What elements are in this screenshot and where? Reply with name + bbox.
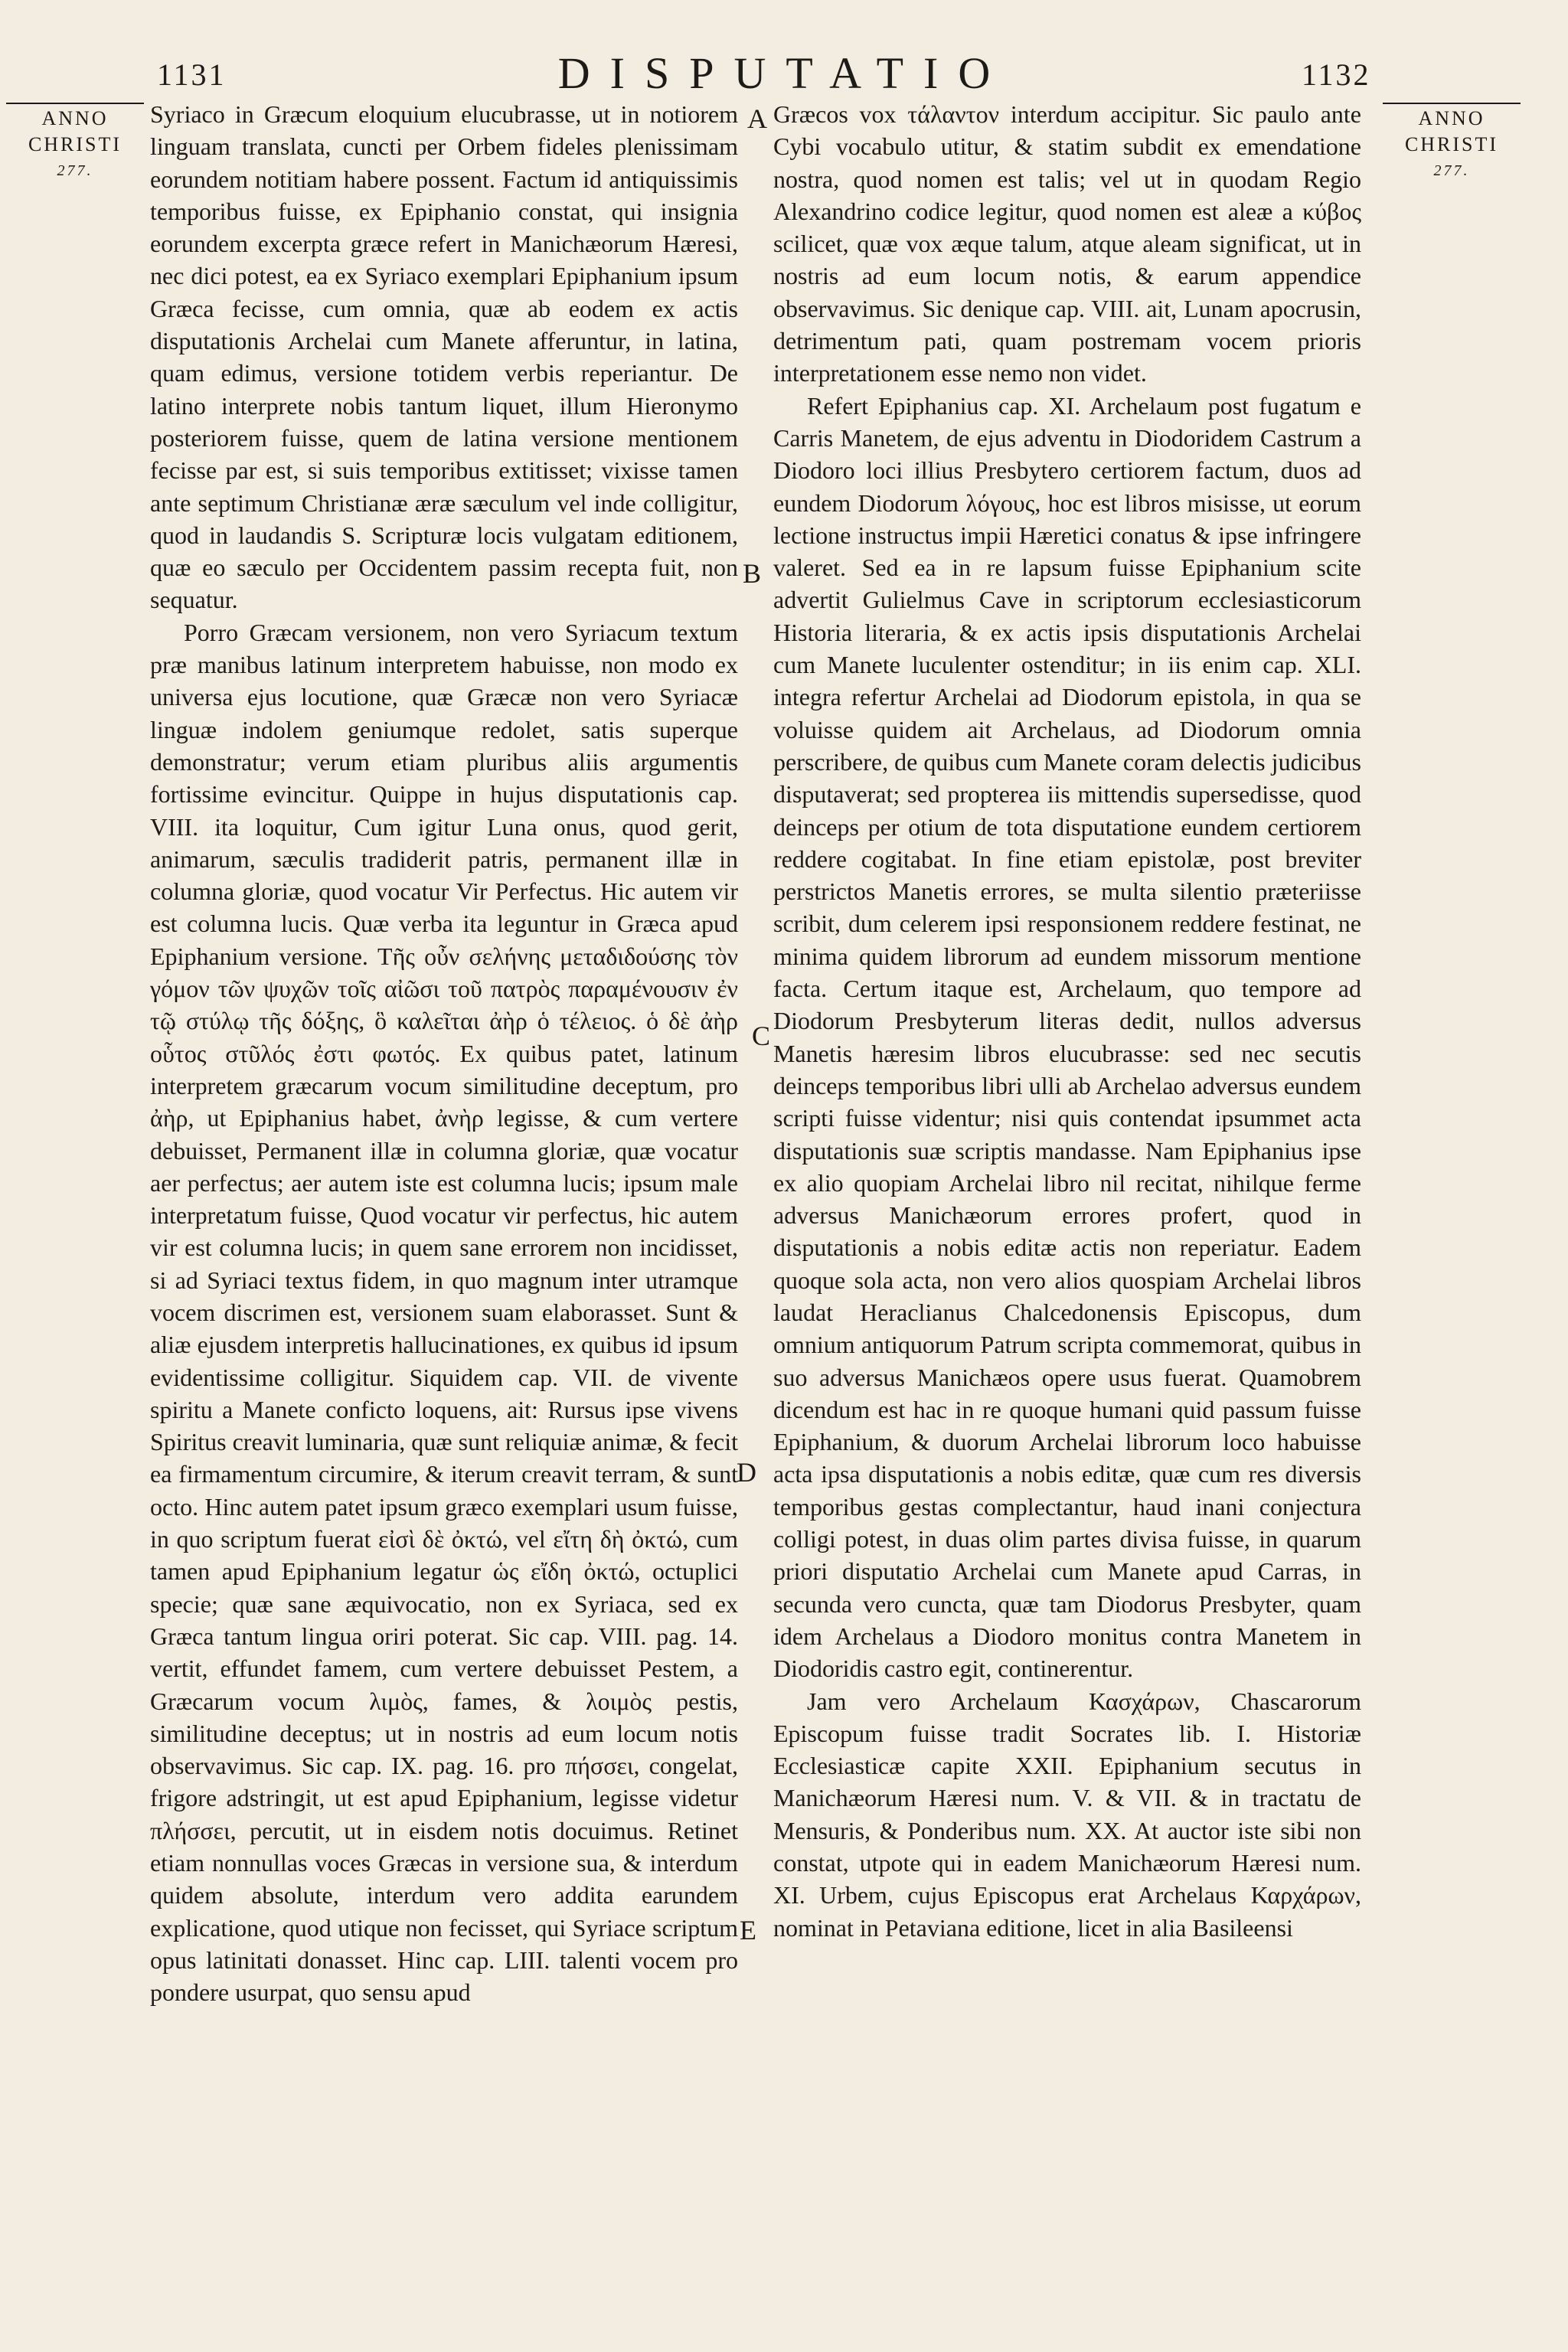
margin-note-christi: CHRISTI [28,133,122,155]
margin-note-christi: CHRISTI [1404,133,1499,155]
paragraph: Refert Epiphanius cap. XI. Archelaum post fugatum e Carris Manetem, de ejus adventu in Diodoridem Castrum a Diodoro loci illius Presbytero certiorem factum, duos ad eundem Diodorum λόγους, hoc est libros misisse, ut eorum lectione instructus impii Hæretici conatus & ipse infringere valeret. Sed ea in re lapsum fuisse Epiphanium scite advertit Gulielmus Cave in scriptorum ecclesiasticorum Historia literaria, & ex actis ipsis disputationis Archelai cum Manete luculenter ostenditur; in iis enim cap. XLI. integra refertur Archelai ad Diodorum epistola, in qua se voluisse quidem ait Archelaus, ad Diodorum omnia perscribere, de quibus cum Manete coram delectis judicibus disputaverat; sed propterea iis mittendis supersedisse, quod deinceps per otium de tota disputatione eundem certiorem reddere cogitabat. In fine etiam epistolæ, post breviter perstrictos Manetis errores, se multa silentio præteriisse scribit, dum celerem ipsi responsionem reddere festinat, ne minima quidem librorum ad eundem missorum mentione facta. Certum itaque est, Archelaum, quo tempore ad Diodorum Presbyterum literas dedit, nullos adversus Manetis hæresim libros elucubrasse: sed nec secutis deinceps temporibus libri ulli ab Archelao adversus eundem scripti fuisse videntur; nisi quis contendat ipsummet acta disputationis suæ scriptis mandasse. Nam Epiphanius ipse ex alio quopiam Archelai libro nil recitat, nihilque ferme adversus Manichæorum errores profert, quod in disputationis a nobis editæ actis non reperiatur. Eadem quoque sola acta, non vero alios quospiam Archelai libros laudat Heraclianus Chalcedonensis Episcopus, dum omnium antiquorum Patrum scripta commemorat, quibus in suo adversus Manichæos opere usus fuerat. Quamobrem dicendum est hac in re quoque humani quid passum fuisse Epiphanium, & duorum Archelai librorum loco habuisse acta ipsa disputationis a nobis editæ, quæ cum res diversis temporibus gestas complectantur, haud inani conjectura colligi potest, in duas olim partes divisa fuisse, in quarum priori disputatio Archelai cum Manete apud Carras, in secunda vero cuncta, quæ tam Diodorus Presbyter, quam idem Archelaus a Diodoro monitus contra Manetem in Diodoridis castro egit, continerentur. [773,391,1361,1683]
margin-note-year-left [6,103,144,184]
paragraph: Syriaco in Græcum eloquium elucubrasse, ut in notiorem linguam translata, cuncti per Orbem fideles plenissimam eorundem notitiam habere possent. Factum id antiquissimis temporibus fuisse, ex Epiphanio constat, qui insignia eorundem excerpta græce refert in Manichæorum Hæresi, nec dici potest, ea ex Syriaco exemplari Epiphanium ipsum Græca fecisse, cum omnia, quæ ab eodem ex actis disputationis Archelai cum Manete afferuntur, in latina, quam edimus, versione totidem verbis reperiantur. De latino interprete nobis tantum liquet, illum Hieronymo posteriorem fuisse, quem de latina versione mentionem fecisse par est, si suis temporibus extitisset; vixisse tamen ante septimum Christianæ æræ sæculum vel inde colligitur, quod in laudandis S. Scripturæ locis vulgatam editionem, quæ eo sæculo per Occidentem passim recepta fuit, non sequatur. [150,100,738,614]
section-marker-d: D [737,1457,756,1488]
left-column [150,98,738,2334]
paragraph: Græcos vox τάλαντον interdum accipitur. Sic paulo ante Cybi vocabulo utitur, & statim subdit ex emendatione nostra, quod nomen est talis; vel ut in quodam Regio Alexandrino codice legitur, quod nomen est aleæ a κύβος scilicet, quæ vox æque talum, atque aleam significat, ut in nostris ad eum locum notis, & earum appendice observavimus. Sic denique cap. VIII. ait, Lunam apocrusin, detrimentum pati, quam postremam vocem prioris interpretationem esse nemo non videt. [773,100,1361,387]
margin-note-year-right [1383,103,1521,184]
paragraph: Jam vero Archelaum Κασχάρων, Chascarorum Episcopum fuisse tradit Socrates lib. I. Historiæ Ecclesiasticæ capite XXII. Epiphanium secutus in Manichæorum Hæresi num. V. & VII. & in tractatu de Mensuris, & Ponderibus num. XX. At auctor iste sibi non constat, utpote qui in eadem Manichæorum Hæresi num. XI. Urbem, cujus Episcopus erat Archelaus Καρχάρων, nominat in Petaviana editione, licet in alia Basileensi [773,1687,1361,1942]
running-header [0,47,1568,101]
running-title: DISPUTATIO [557,48,1011,98]
paragraph: Porro Græcam versionem, non vero Syriacum textum præ manibus latinum interpretem habuisse, non modo ex universa ejus locutione, quæ Græcæ non vero Syriacæ linguæ indolem geniumque redolet, satis superque demonstratur; verum etiam pluribus aliis argumentis fortissime evincitur. Quippe in hujus disputationis cap. VIII. ita loquitur, Cum igitur Luna onus, quod gerit, animarum, sæculis tradiderit patris, permanent illæ in columna gloriæ, quod vocatur Vir Perfectus. Hic autem vir est columna lucis. Quæ verba ita leguntur in Græca apud Epiphanium versione. Τῆς οὖν σελήνης μεταδιδούσης τὸν γόμον τῶν ψυχῶν τοῖς αἰῶσι τοῦ πατρὸς παραμένουσιν ἐν τῷ στύλῳ τῆς δόξης, ὃ καλεῖται ἀὴρ ὁ τέλειος. ὁ δὲ ἀὴρ οὗτος στῦλός ἐστι φωτός. Ex quibus patet, latinum interpretem græcarum vocum similitudine deceptum, pro ἀὴρ, ut Epiphanius habet, ἀνὴρ legisse, & cum vertere debuisset, Permanent illæ in columna gloriæ, quæ vocatur aer perfectus; aer autem iste est columna lucis; ipsum male interpretatum fuisse, Quod vocatur vir perfectus, hic autem vir est columna lucis; in quem sane errorem non incidisset, si ad Syriaci textus fidem, in quo magnum inter utramque vocem discrimen est, versionem suam elaborasset. Sunt & aliæ ejusdem interpretis hallucinationes, ex quibus id ipsum evidentissime colligitur. Siquidem cap. VII. de vivente spiritu a Manete conficto loquens, ait: Rursus ipse vivens Spiritus creavit luminaria, quæ sunt reliquiæ animæ, & fecit ea firmamentum circumire, & iterum creavit terram, & sunt octo. Hinc autem patet ipsum græco exemplari usum fuisse, in quo scriptum fuerat εἰσὶ δὲ ὀκτώ, vel εἴτη δὴ ὀκτώ, cum tamen apud Epiphanium legatur ὡς εἴδη ὀκτώ, octuplici specie; quæ sane æquivocatio, non ex Syriaca, sed ex Græca tantum lingua oriri poterat. Sic cap. VIII. pag. 14. vertit, effundet famem, cum vertere debuisset Pestem, a Græcarum vocum λιμὸς, fames, & λοιμὸς pestis, similitudine deceptus; ut in nostris ad eum locum notis observavimus. Sic cap. IX. pag. 16. pro πήσσει, congelat, frigore adstringit, ut est apud Epiphanium, legisse videtur πλήσσει, percutit, ut in eisdem notis docuimus. Retinet etiam nonnullas voces Græcas in versione sua, & interdum quidem absolute, interdum vero addita earundem explicatione, quod utique non fecisset, qui Syriace scriptum opus latinitati donasset. Hinc cap. LIII. talenti vocem pro pondere usurpat, quo sensu apud [150,618,738,2007]
section-marker-c: C [752,1021,771,1051]
section-marker-a: A [747,103,767,134]
page-number-right: 1132 [1302,57,1371,92]
margin-note-year: 277. [57,162,93,179]
section-marker-e: E [740,1915,756,1945]
margin-note-anno: ANNO [6,103,144,132]
section-marker-b: B [743,558,762,589]
margin-note-year: 277. [1433,162,1470,179]
margin-note-anno: ANNO [1383,103,1521,132]
page-number-left: 1131 [157,57,227,92]
right-column [773,98,1361,2334]
